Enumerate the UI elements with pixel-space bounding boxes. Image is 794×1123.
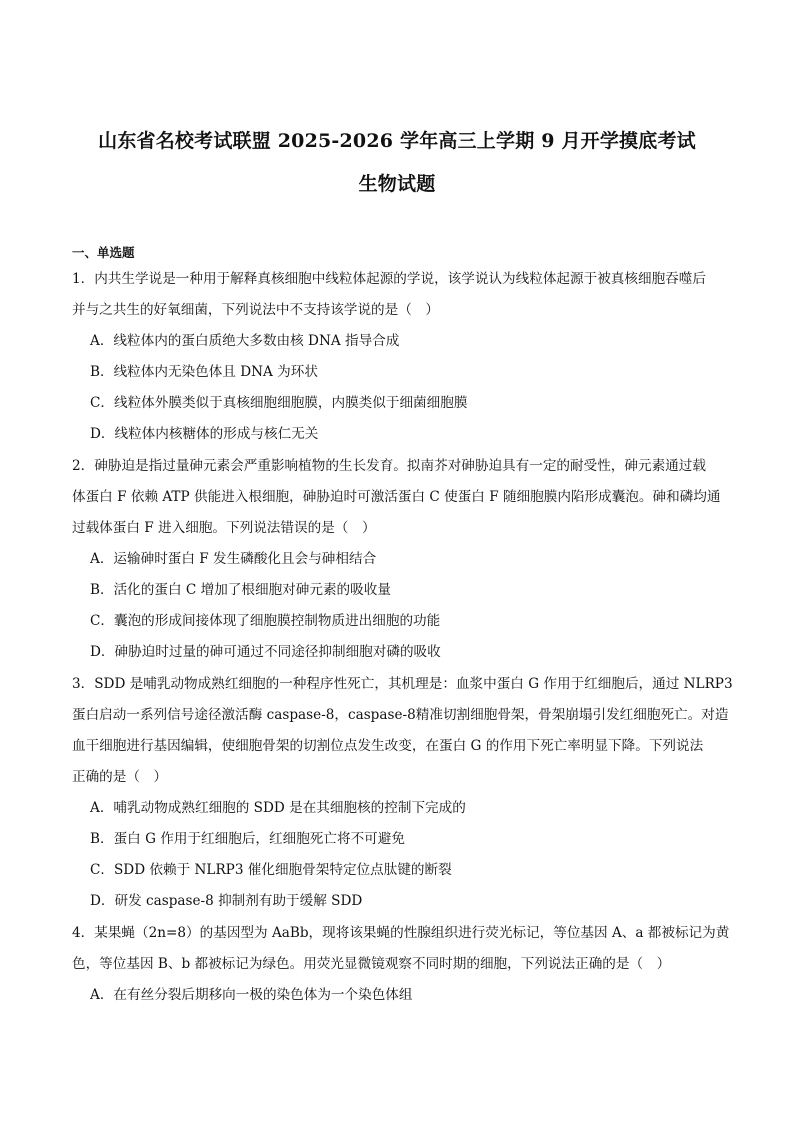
question-3-line: 血干细胞进行基因编辑，使细胞骨架的切割位点发生改变，在蛋白 G 的作用下死亡率明显下降。下列说法 bbox=[72, 738, 704, 754]
question-2-line: 过载体蛋白 F 进入细胞。下列说法错误的是（ ） bbox=[72, 520, 376, 536]
question-1-option-d: D．线粒体内核糖体的形成与核仁无关 bbox=[90, 426, 319, 442]
question-1-option-a: A．线粒体内的蛋白质绝大多数由核 DNA 指导合成 bbox=[90, 333, 400, 349]
question-3-option-d: D．研发 caspase-8 抑制剂有助于缓解 SDD bbox=[90, 893, 363, 909]
question-3-line: 3．SDD 是哺乳动物成熟红细胞的一种程序性死亡，其机理是：血浆中蛋白 G 作用于红细胞后，通过 NLRP3 bbox=[72, 676, 733, 692]
question-1-option-b: B．线粒体内无染色体且 DNA 为环状 bbox=[90, 364, 318, 380]
question-1-line: 1．内共生学说是一种用于解释真核细胞中线粒体起源的学说，该学说认为线粒体起源于被真核细胞吞噬后 bbox=[72, 271, 706, 287]
question-2-stem bbox=[72, 451, 727, 544]
question-2-option-c: C．囊泡的形成间接体现了细胞膜控制物质进出细胞的功能 bbox=[90, 613, 441, 629]
question-2-option-d: D．砷胁迫时过量的砷可通过不同途径抑制细胞对磷的吸收 bbox=[90, 644, 441, 660]
question-3-line: 蛋白启动一系列信号途径激活酶 caspase-8，caspase-8精准切割细胞骨架，骨架崩塌引发红细胞死亡。对造 bbox=[72, 707, 729, 723]
question-1-option-c: C．线粒体外膜类似于真核细胞细胞膜，内膜类似于细菌细胞膜 bbox=[90, 395, 468, 411]
question-3-option-c: C．SDD 依赖于 NLRP3 催化细胞骨架特定位点肽键的断裂 bbox=[90, 862, 452, 878]
question-2-option-b: B．活化的蛋白 C 增加了根细胞对砷元素的吸收量 bbox=[90, 582, 391, 598]
question-2-line: 2．砷胁迫是指过量砷元素会严重影响植物的生长发育。拟南芥对砷胁迫具有一定的耐受性，砷元素通过载 bbox=[72, 458, 706, 474]
question-4-line: 色，等位基因 B、b 都被标记为绿色。用荧光显微镜观察不同时期的细胞，下列说法正确的是（ ） bbox=[72, 956, 671, 972]
question-4-line: 4．某果蝇（2n=8）的基因型为 AaBb，现将该果蝇的性腺组织进行荧光标记，等位基因 A、a 都被标记为黄 bbox=[72, 925, 730, 941]
question-4-option-a: A．在有丝分裂后期移向一极的染色体为一个染色体组 bbox=[90, 987, 413, 1003]
question-3-line: 正确的是（ ） bbox=[72, 769, 168, 785]
question-3-option-a: A．哺乳动物成熟红细胞的 SDD 是在其细胞核的控制下完成的 bbox=[90, 800, 466, 816]
question-4-stem bbox=[72, 918, 730, 980]
question-2-option-a: A．运输砷时蛋白 F 发生磷酸化且会与砷相结合 bbox=[90, 551, 377, 567]
question-2-line: 体蛋白 F 依赖 ATP 供能进入根细胞，砷胁迫时可激活蛋白 C 使蛋白 F 随细胞膜内陷形成囊泡。砷和磷均通 bbox=[72, 489, 721, 505]
question-1-line: 并与之共生的好氧细菌，下列说法中不支持该学说的是（ ） bbox=[72, 302, 440, 318]
exam-title: 山东省名校考试联盟 2025-2026 学年高三上学期 9 月开学摸底考试 bbox=[98, 130, 696, 152]
question-3-option-b: B．蛋白 G 作用于红细胞后，红细胞死亡将不可避免 bbox=[90, 831, 405, 847]
question-3-stem bbox=[72, 669, 733, 793]
exam-subtitle: 生物试题 bbox=[358, 173, 436, 195]
section-heading: 一、单选题 bbox=[72, 245, 135, 260]
question-1-stem bbox=[72, 264, 727, 326]
